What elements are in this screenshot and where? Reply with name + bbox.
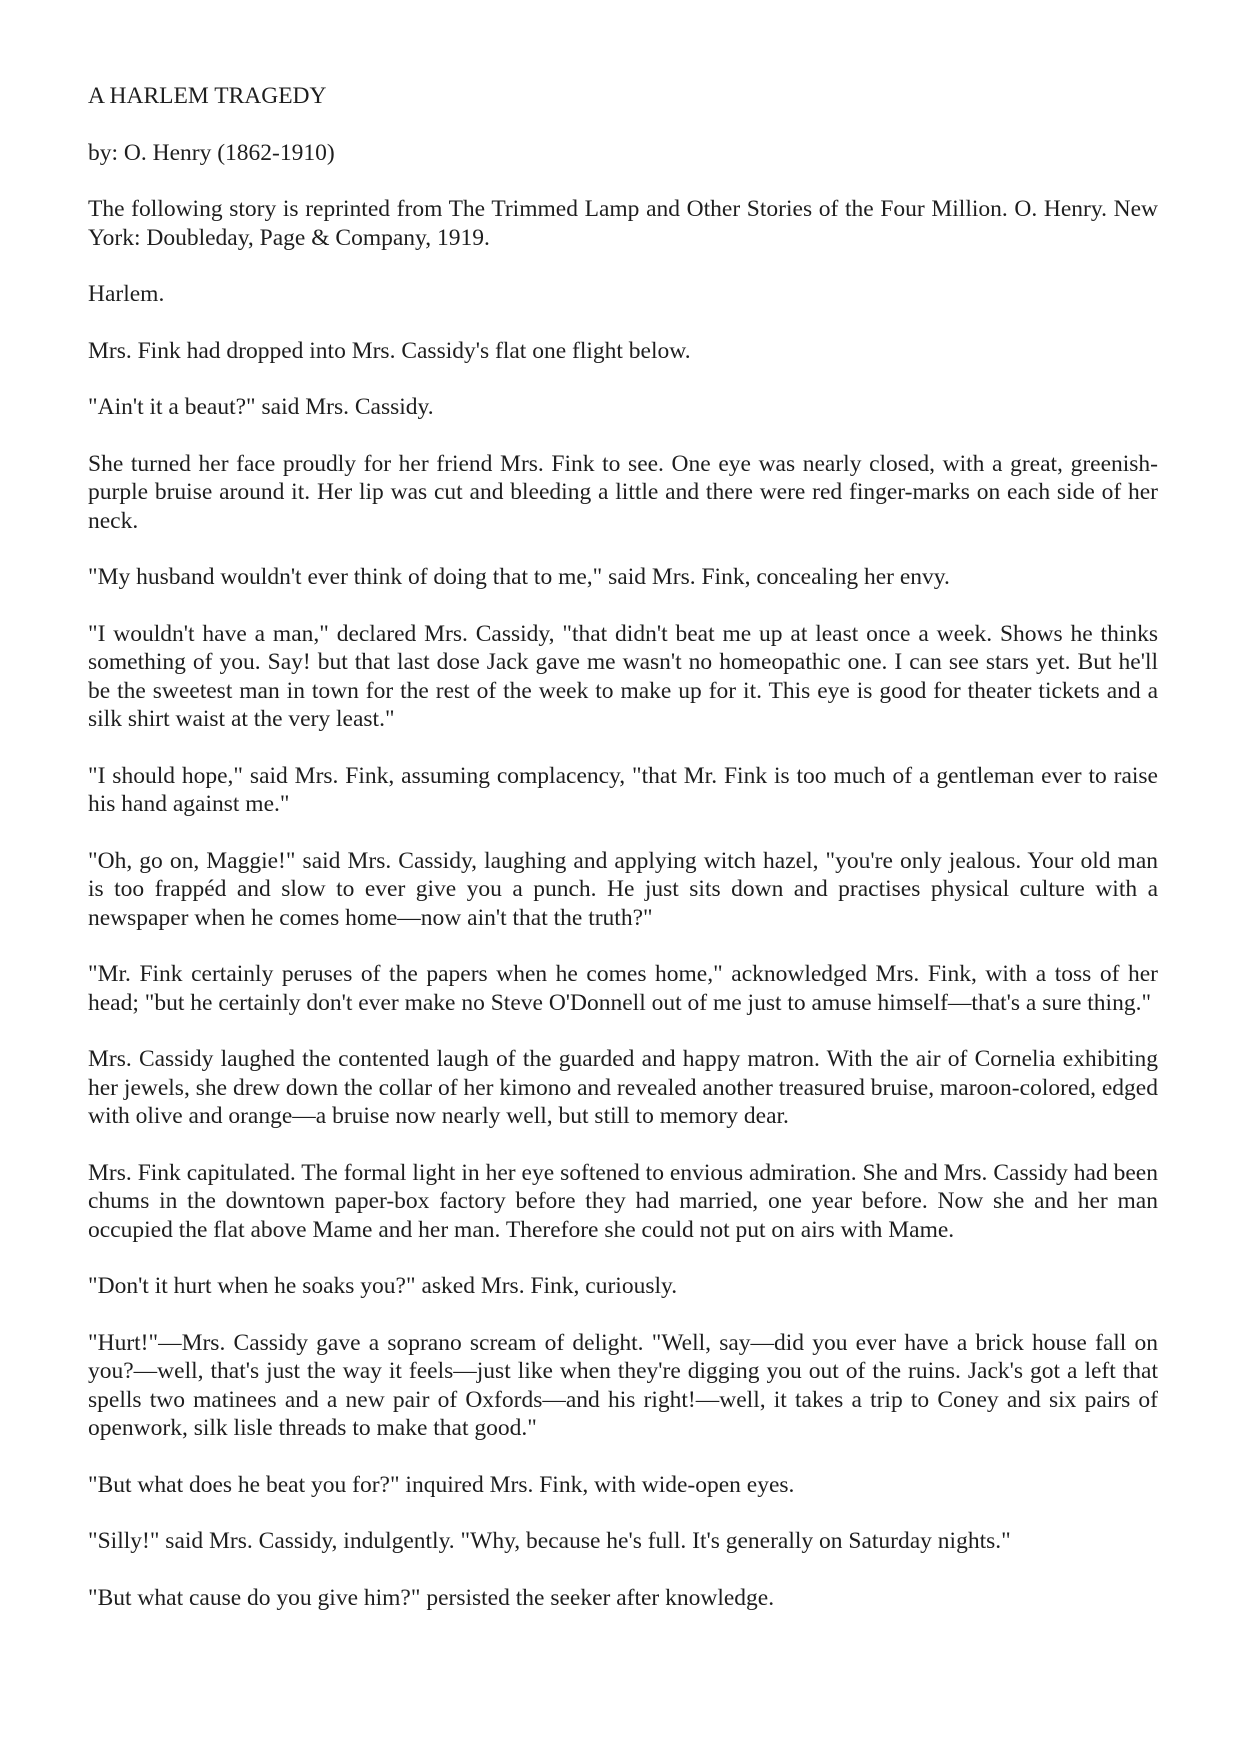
paragraph: Mrs. Fink capitulated. The formal light in her eye softened to envious admiration. She and Mrs. Cassidy had been chums in the downtown paper-box factory before they had married, one year before. Now she and her man occupied the flat above Mame and her man. Therefore she could not put on airs with Mame. — [88, 1159, 1158, 1243]
paragraph: Mrs. Fink had dropped into Mrs. Cassidy's flat one flight below. — [88, 337, 691, 364]
paragraph: She turned her face proudly for her friend Mrs. Fink to see. One eye was nearly closed, with a great, greenish-purple bruise around it. Her lip was cut and bleeding a little and there were red finger-marks on each side of her neck. — [88, 450, 1158, 534]
paragraph: "I should hope," said Mrs. Fink, assuming complacency, "that Mr. Fink is too much of a gentleman ever to raise his hand against me." — [88, 762, 1158, 817]
story-title: A HARLEM TRAGEDY — [88, 83, 327, 109]
paragraph: "But what does he beat you for?" inquired Mrs. Fink, with wide-open eyes. — [88, 1471, 795, 1498]
paragraph: "Silly!" said Mrs. Cassidy, indulgently. "Why, because he's full. It's generally on Saturday nights." — [88, 1528, 1011, 1554]
paragraph: "I wouldn't have a man," declared Mrs. Cassidy, "that didn't beat me up at least once a week. Shows he thinks something of you. Say! but that last dose Jack gave me wasn't no homeopathic one. I can see stars yet. But he'll be the sweetest man in town for the rest of the week to make up for it. This eye is good for theater tickets and a silk shirt waist at the very least." — [88, 620, 1158, 732]
paragraph: Mrs. Cassidy laughed the contented laugh of the guarded and happy matron. With the air of Cornelia exhibiting her jewels, she drew down the collar of her kimono and revealed another treasured bruise, maroon-colored, edged with olive and orange—a bruise now nearly well, but still to memory dear. — [88, 1046, 1158, 1129]
paragraph: "My husband wouldn't ever think of doing that to me," said Mrs. Fink, concealing her envy. — [88, 564, 950, 590]
source-note: The following story is reprinted from The Trimmed Lamp and Other Stories of the Four Million. O. Henry. New York: Doubleday, Page & Company, 1919. — [88, 196, 1158, 251]
paragraph: "Don't it hurt when he soaks you?" asked Mrs. Fink, curiously. — [88, 1273, 678, 1299]
byline: by: O. Henry (1862-1910) — [88, 139, 335, 166]
paragraph: "But what cause do you give him?" persisted the seeker after knowledge. — [88, 1584, 775, 1611]
paragraph: "Mr. Fink certainly peruses of the papers when he comes home," acknowledged Mrs. Fink, with a toss of her head; "but he certainly don't ever make no Steve O'Donnell out of me just to amuse himself—that's a sure thing." — [88, 961, 1158, 1016]
paragraph: "Hurt!"—Mrs. Cassidy gave a soprano scream of delight. "Well, say—did you ever have a brick house fall on you?—well, that's just the way it feels—just like when they're digging you out of the ruins. Jack's got a left that spells two matinees and a new pair of Oxfords—and his right!—well, it takes a trip to Coney and six pairs of openwork, silk lisle threads to make that good." — [88, 1329, 1158, 1441]
paragraph: "Oh, go on, Maggie!" said Mrs. Cassidy, laughing and applying witch hazel, "you're only jealous. Your old man is too frappéd and slow to ever give you a punch. He just sits down and practises physical culture with a newspaper when he comes home—now ain't that the truth?" — [88, 847, 1158, 931]
paragraph: "Ain't it a beaut?" said Mrs. Cassidy. — [88, 394, 434, 420]
document-page — [88, 82, 1158, 1640]
paragraph-setting: Harlem. — [88, 281, 165, 307]
